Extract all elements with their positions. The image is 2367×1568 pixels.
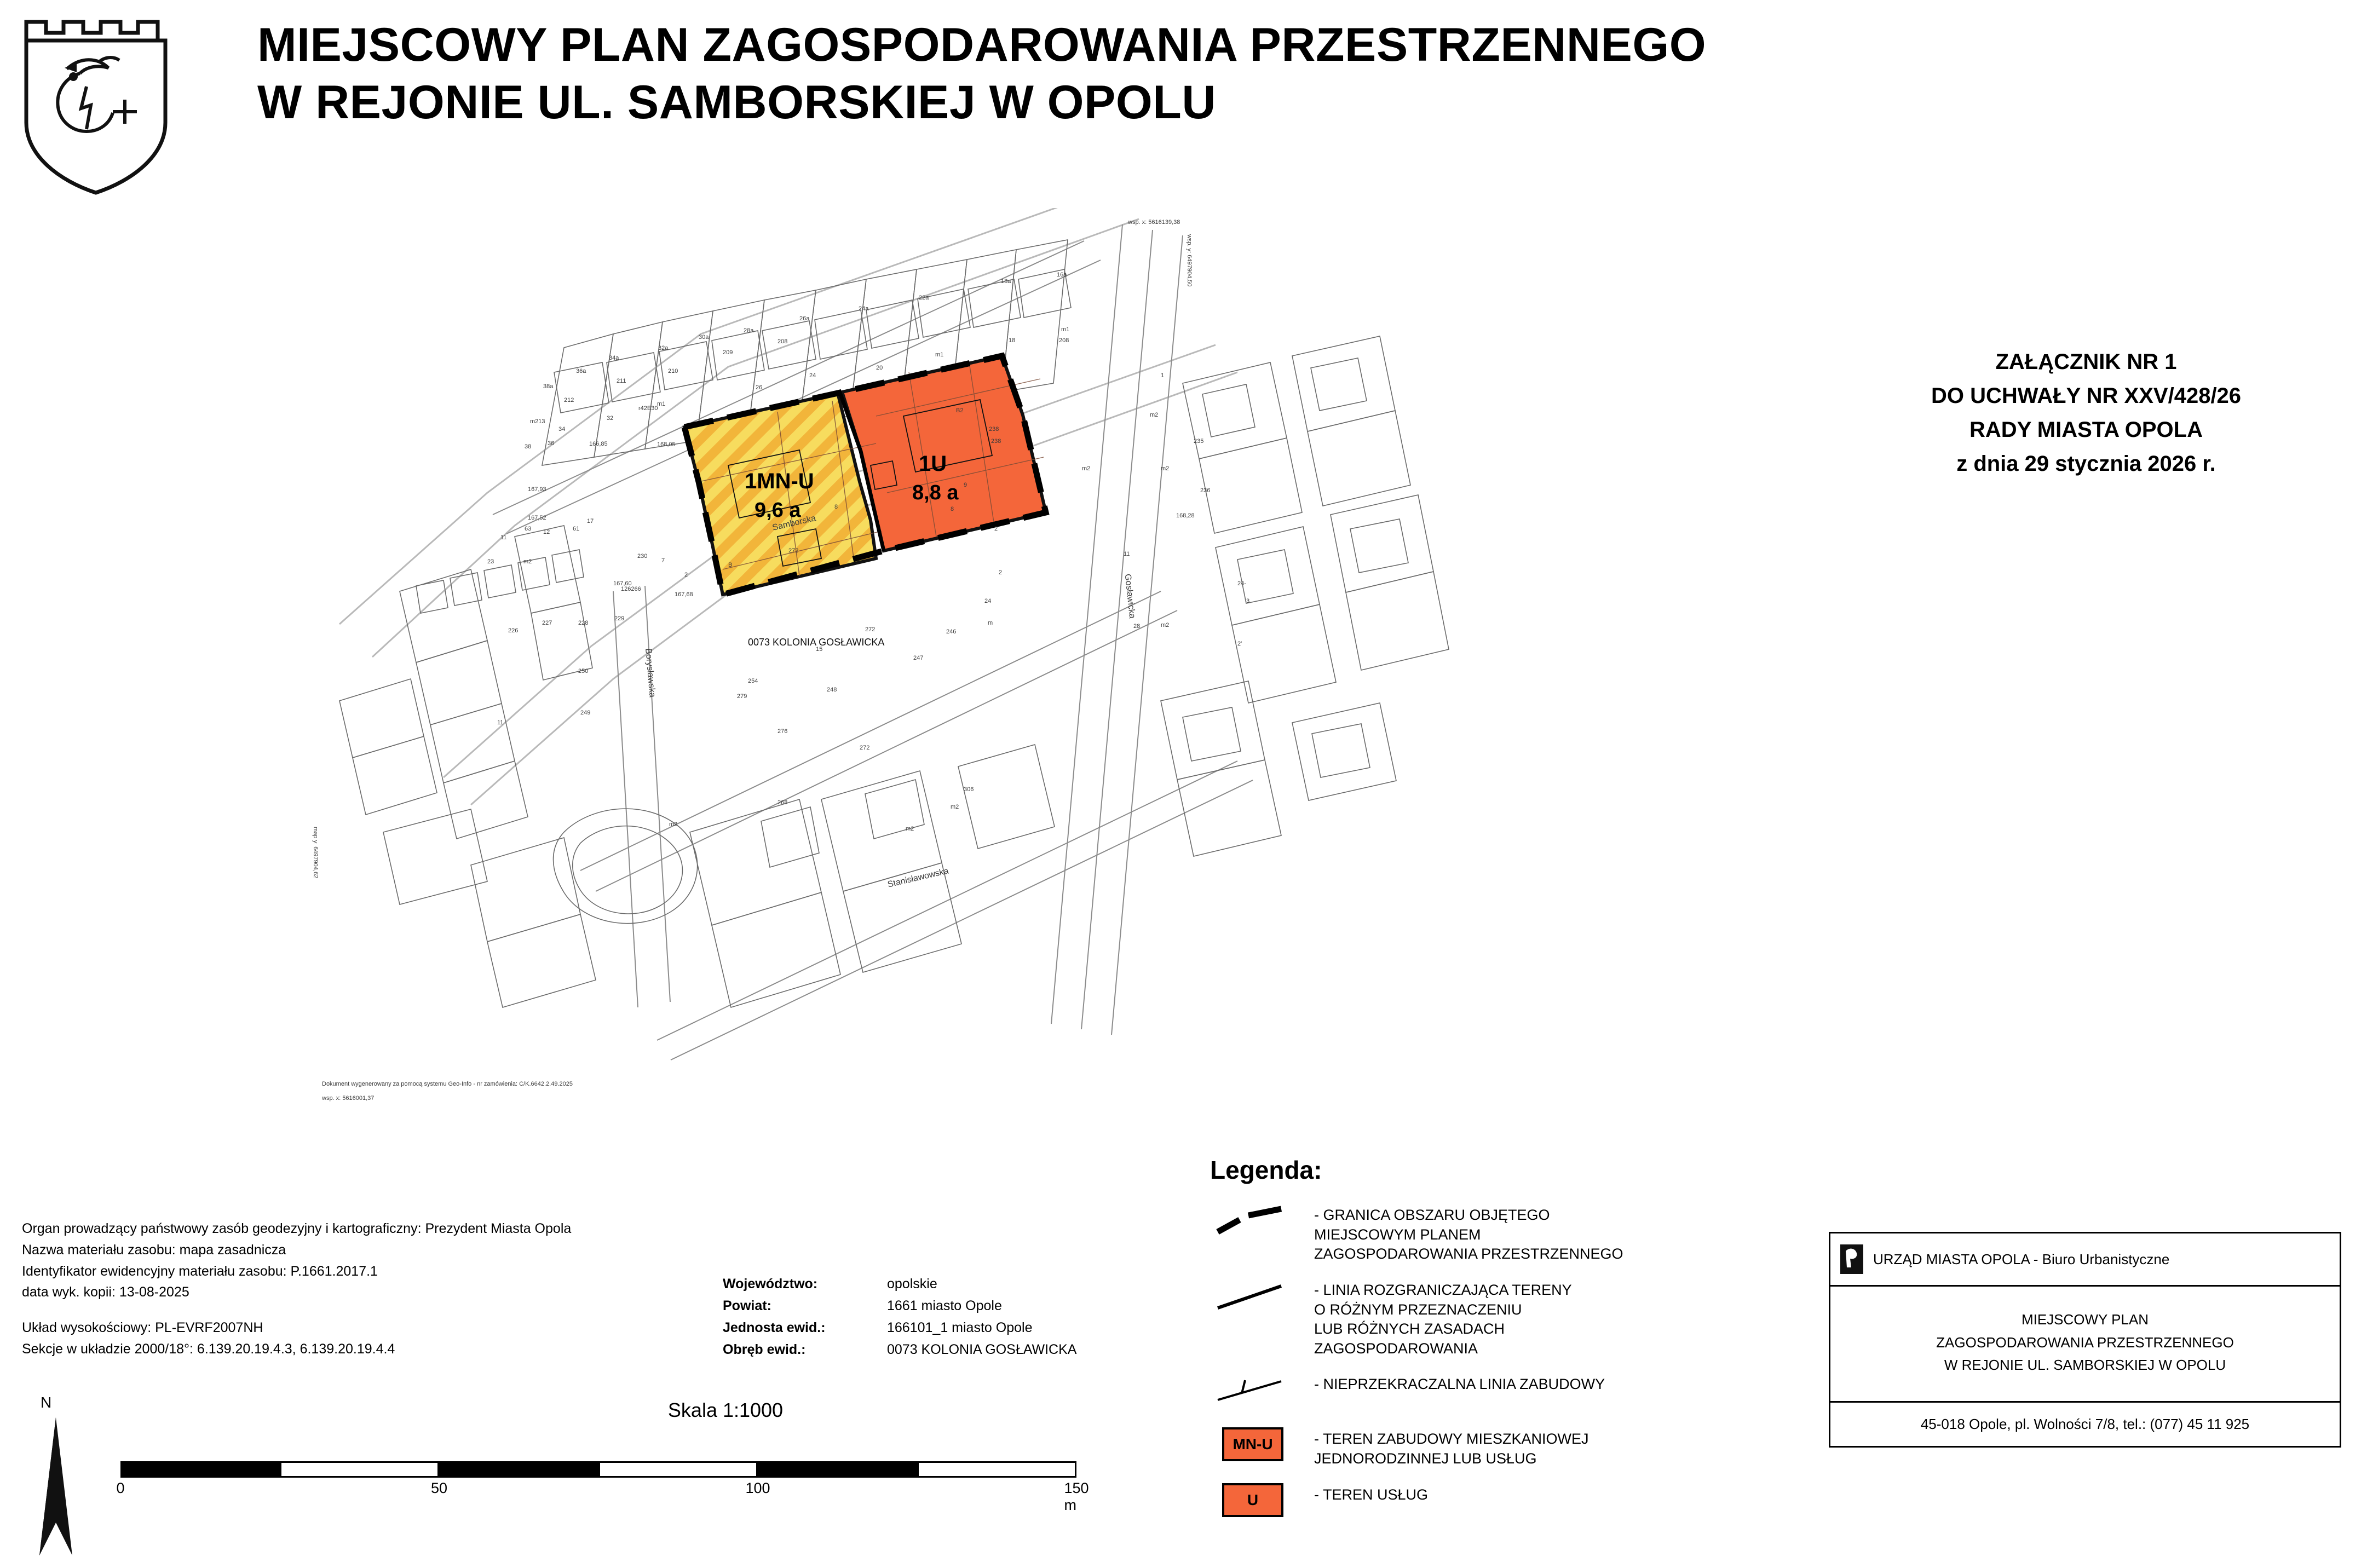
annex-reference [1851,345,2322,481]
admin-label-powiat: Powiat: [723,1298,771,1313]
legend-text-u: - TEREN USŁUG [1314,1486,1429,1503]
plan-boundary-icon [1210,1203,1314,1244]
annex-line4: z dnia 29 stycznia 2026 r. [1956,452,2216,476]
scale-tick-50: 50 [430,1480,448,1496]
metadata-authority: Organ prowadzący państwowy zasób geodezyjny i kartograficzny: Prezydent Miasta Opola [22,1221,572,1236]
cadastral-map[interactable]: 1MN-U 9,6 a 1U 8,8 a Samborska Gosławicka Borysławska Stanisławowska 0073 KOLONIA GOSŁAWICKA wsp. x: 5616139,38 wsp. y: 6497904,50 map y: 6497904,62 wsp. x: 5616001,37 Dokument wygenerowany za pomocą systemu Geo-Info - nr zamówienia: C/K.6642.2.49.2025 212 211 210 209 208 m213 38a 36a 34a 32a 30a 28a 26a 24a 22a 18a 16a 34 32 38 36 m1 26 24 20 m1 18 208 m1 1 m2 m2 m2 235 236 168,28 11 24- 3 2' m2 28 24 m 2 246 247 15 248 254 250 249 11 226 227 228 229 126266 230 23 11 m2 12 61 17 63 7 2 B 272 8 8 9 B2 238 238 2 272 279 276 m2 306 m2 m2 268 272 r42E30 166,85 167,93 167,52 168,05 167,60 167,68 [307,208,1599,1150]
legend-title: Legenda: [1210,1156,1322,1184]
admin-label-obreb: Obręb ewid.: [723,1342,806,1357]
geoinfo-footer-note: Dokument wygenerowany za pomocą systemu Geo-Info - nr zamówienia: C/K.6642.2.49.2025 [322,1081,573,1087]
admin-value-jednostka: 166101_1 miasto Opole [887,1320,1033,1335]
scale-label: Skala 1:1000 [667,1399,784,1421]
legend-text-division-line: - LINIA ROZGRANICZAJĄCA TERENY O RÓŻNYM PRZEZNACZENIU LUB RÓŻNYCH ZASADACH ZAGOSPODAROWANIA [1314,1281,1572,1357]
scale-tick-100: 100 [745,1480,770,1496]
zone-label-1mnu: 1MN-U [745,469,814,493]
metadata-copy-date: data wyk. kopii: 13-08-2025 [22,1284,189,1300]
metadata-height-system: Układ wysokościowy: PL-EVRF2007NH [22,1320,263,1335]
metadata-resource-id: Identyfikator ewidencyjny materiału zasobu: P.1661.2017.1 [22,1263,378,1279]
zone-label-1u: 1U [919,452,947,476]
scale-tick-150: 150 m [1064,1480,1089,1513]
scale-bar [116,1461,1089,1513]
legend-item-mnu [1210,1427,1812,1468]
mnu-swatch-label: MN-U [1222,1427,1283,1461]
scale-tick-0: 0 [116,1480,125,1496]
metadata-resource-name: Nazwa materiału zasobu: mapa zasadnicza [22,1242,286,1258]
zone-area-1mnu: 9,6 a [755,499,801,522]
page-title [257,16,2119,131]
annex-line3: RADY MIASTA OPOLA [1969,418,2203,442]
coordinate-note-3: map y: 6497904,62 [312,827,319,879]
zone-area-1u: 8,8 a [912,481,959,504]
legend-text-mnu: - TEREN ZABUDOWY MIESZKANIOWEJ JEDNORODZINNEJ LUB USŁUG [1314,1431,1589,1467]
annex-line1: ZAŁĄCZNIK NR 1 [1995,350,2177,374]
coordinate-note-1: wsp. x: 5616139,38 [1128,219,1180,226]
admin-label-wojewodztwo: Województwo: [723,1276,818,1292]
building-line-icon [1210,1373,1314,1413]
division-line-icon [1210,1278,1314,1319]
admin-row-powiat [723,1295,1243,1317]
administrative-metadata [723,1273,1243,1361]
coordinate-note-4: wsp. x: 5616001,37 [322,1095,375,1102]
legend-item-building-line [1210,1373,1812,1413]
street-label-goslawicka: Gosławicka [1122,573,1137,619]
north-arrow [22,1393,93,1558]
legend-item-u [1210,1483,1812,1524]
admin-value-obreb: 0073 KOLONIA GOSŁAWICKA [887,1342,1077,1357]
legend [1210,1155,1812,1538]
svg-text:N: N [41,1394,52,1411]
admin-row-obreb [723,1339,1243,1361]
u-swatch-label: U [1222,1483,1283,1517]
annex-line2: DO UCHWAŁY NR XXV/428/26 [1931,384,2242,408]
admin-row-jednostka [723,1317,1243,1339]
office-plan-title: MIEJSCOWY PLAN ZAGOSPODAROWANIA PRZESTRZENNEGO W REJONIE UL. SAMBORSKIEJ W OPOLU [1830,1287,2340,1403]
mnu-swatch [1210,1427,1314,1468]
legend-text-building-line: - NIEPRZEKRACZALNA LINIA ZABUDOWY [1314,1376,1605,1393]
legend-text-plan-boundary: - GRANICA OBSZARU OBJĘTEGO MIEJSCOWYM PLANEM ZAGOSPODAROWANIA PRZESTRZENNEGO [1314,1207,1623,1263]
page-title-line1: MIEJSCOWY PLAN ZAGOSPODAROWANIA PRZESTRZENNEGO [257,19,1707,71]
opole-coat-of-arms-icon [16,10,175,196]
u-swatch [1210,1483,1314,1524]
legend-item-division-line [1210,1278,1812,1359]
opole-office-logo-icon [1839,1243,1864,1275]
admin-label-jednostka: Jednosta ewid.: [723,1320,826,1335]
office-stamp-box [1829,1232,2341,1448]
scale-bar-block [99,1399,1122,1513]
resource-metadata [22,1218,706,1360]
metadata-sections: Sekcje w układzie 2000/18°: 6.139.20.19.4.3, 6.139.20.19.4.4 [22,1341,395,1357]
office-address: 45-018 Opole, pl. Wolności 7/8, tel.: (077) 45 11 925 [1920,1415,2250,1432]
coordinate-note-2: wsp. y: 6497904,50 [1186,234,1193,287]
obreb-label: 0073 KOLONIA GOSŁAWICKA [748,637,885,648]
page-title-line2: W REJONIE UL. SAMBORSKIEJ W OPOLU [257,76,1216,129]
street-label-boryslawska: Borysławska [643,648,657,698]
map-svg [307,208,1599,1150]
admin-row-wojewodztwo [723,1273,1243,1295]
admin-value-wojewodztwo: opolskie [887,1276,937,1292]
street-label-stanislawowska: Stanisławowska [886,866,950,890]
street-label-samborska: Samborska [771,514,817,533]
admin-value-powiat: 1661 miasto Opole [887,1298,1002,1313]
office-header [1830,1233,2340,1287]
office-header-text: URZĄD MIASTA OPOLA - Biuro Urbanistyczne [1873,1250,2170,1267]
legend-item-plan-boundary [1210,1203,1812,1264]
